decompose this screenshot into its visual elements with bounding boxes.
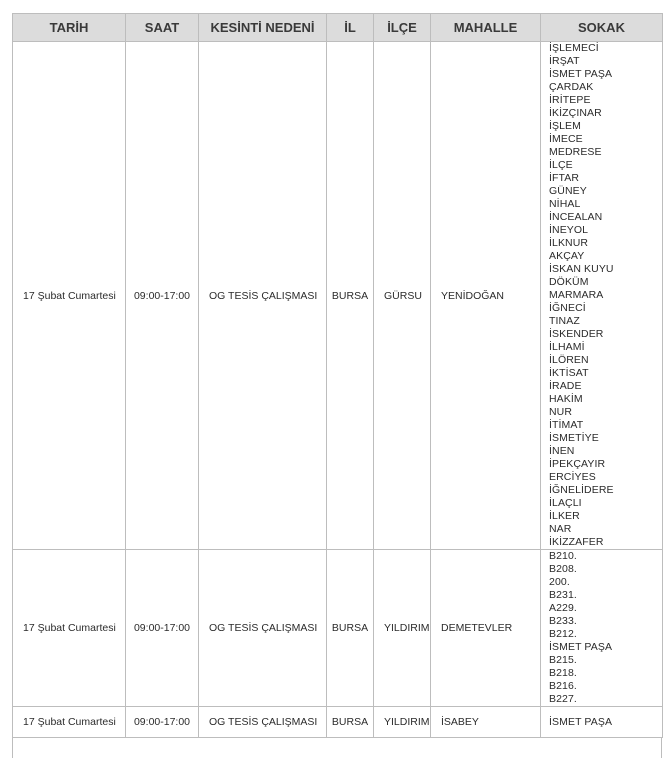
street-item: B216. — [549, 680, 577, 692]
cell-sokak-list — [541, 707, 663, 738]
street-item: B208. — [549, 563, 577, 575]
street-item: İKTİSAT — [549, 367, 589, 379]
street-item: İĞNELİDERE — [549, 484, 614, 496]
street-item: İSKENDER — [549, 328, 604, 340]
header-saat: SAAT — [126, 14, 199, 42]
street-item: 200. — [549, 576, 570, 588]
street-item: ÇARDAK — [549, 81, 594, 93]
street-item: İSMET PAŞA — [549, 641, 613, 653]
cell-mahalle: YENİDOĞAN — [431, 42, 541, 550]
street-item: B231. — [549, 589, 577, 601]
cell-mahalle: DEMETEVLER — [431, 550, 541, 707]
street-item: NUR — [549, 406, 573, 418]
cell-il: BURSA — [327, 550, 374, 707]
table-header-row — [13, 14, 663, 42]
street-item: İLÖREN — [549, 354, 589, 366]
cell-tarih: 17 Şubat Cumartesi — [13, 550, 126, 707]
street-item: İNEYOL — [549, 224, 589, 236]
street-item: TINAZ — [549, 315, 580, 327]
cell-kesinti-nedeni: OG TESİS ÇALIŞMASI — [199, 550, 327, 707]
street-item: MEDRESE — [549, 146, 602, 158]
table-row — [13, 42, 663, 550]
street-item: MARMARA — [549, 289, 604, 301]
street-item: İLAÇLI — [549, 497, 582, 509]
street-item: İKİZÇINAR — [549, 107, 602, 119]
street-item: İFTAR — [549, 172, 580, 184]
header-kesinti-nedeni: KESİNTİ NEDENİ — [199, 14, 327, 42]
power-outage-table — [12, 13, 663, 738]
cell-sokak-list — [541, 550, 663, 707]
cell-ilce: GÜRSU — [374, 42, 431, 550]
street-item: GÜNEY — [549, 185, 587, 197]
street-item: B215. — [549, 654, 577, 666]
street-item: ERCİYES — [549, 471, 596, 483]
street-item: İĞNECİ — [549, 302, 586, 314]
table-row — [13, 550, 663, 707]
street-item: İPEKÇAYIR — [549, 458, 606, 470]
street-item: İŞLEM — [549, 120, 582, 132]
street-item: İRİTEPE — [549, 94, 591, 106]
street-item: DÖKÜM — [549, 276, 589, 288]
street-item: İSMETİYE — [549, 432, 599, 444]
table-row — [13, 707, 663, 738]
street-item: İŞLEMECİ — [549, 42, 599, 54]
street-item: İTİMAT — [549, 419, 584, 431]
cell-tarih: 17 Şubat Cumartesi — [13, 42, 126, 550]
street-item: NİHAL — [549, 198, 581, 210]
cell-ilce: YILDIRIM — [374, 550, 431, 707]
cell-ilce: YILDIRIM — [374, 707, 431, 738]
street-item: İSMET PAŞA — [549, 715, 613, 728]
street-item: İLHAMİ — [549, 341, 585, 353]
table-empty-row — [12, 738, 662, 758]
street-item: İSMET PAŞA — [549, 68, 613, 80]
street-item: İKİZZAFER — [549, 536, 604, 548]
street-item: İRŞAT — [549, 55, 580, 67]
cell-kesinti-nedeni: OG TESİS ÇALIŞMASI — [199, 707, 327, 738]
street-item: A229. — [549, 602, 577, 614]
street-item: İNEN — [549, 445, 575, 457]
header-tarih: TARİH — [13, 14, 126, 42]
header-ilce: İLÇE — [374, 14, 431, 42]
street-item: İNCEALAN — [549, 211, 603, 223]
street-item: AKÇAY — [549, 250, 585, 262]
cell-saat: 09:00-17:00 — [126, 42, 199, 550]
street-item: İLKER — [549, 510, 580, 522]
street-item: B233. — [549, 615, 577, 627]
street-item: NAR — [549, 523, 572, 535]
cell-saat: 09:00-17:00 — [126, 707, 199, 738]
cell-il: BURSA — [327, 707, 374, 738]
street-item: İMECE — [549, 133, 583, 145]
cell-saat: 09:00-17:00 — [126, 550, 199, 707]
cell-tarih: 17 Şubat Cumartesi — [13, 707, 126, 738]
street-item: İRADE — [549, 380, 582, 392]
street-item: HAKİM — [549, 393, 583, 405]
cell-il: BURSA — [327, 42, 374, 550]
header-il: İL — [327, 14, 374, 42]
street-item: B210. — [549, 550, 577, 562]
cell-sokak-list — [541, 42, 663, 550]
street-item: B218. — [549, 667, 577, 679]
cell-kesinti-nedeni: OG TESİS ÇALIŞMASI — [199, 42, 327, 550]
street-item: B227. — [549, 693, 577, 705]
cell-mahalle: İSABEY — [431, 707, 541, 738]
header-sokak: SOKAK — [541, 14, 663, 42]
street-item: B212. — [549, 628, 577, 640]
street-item: İLKNUR — [549, 237, 589, 249]
street-item: İSKAN KUYU — [549, 263, 614, 275]
street-item: İLÇE — [549, 159, 573, 171]
header-mahalle: MAHALLE — [431, 14, 541, 42]
